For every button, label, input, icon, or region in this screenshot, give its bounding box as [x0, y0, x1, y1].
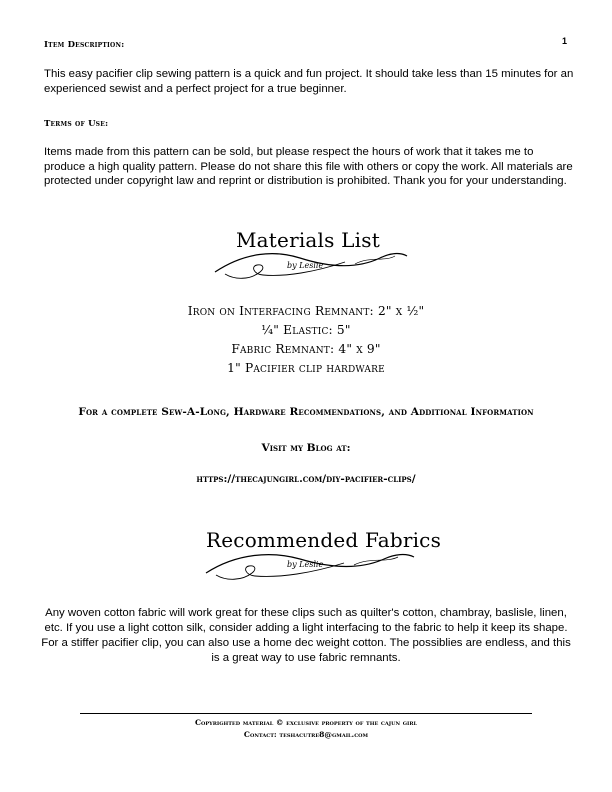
footer — [0, 717, 612, 741]
footer-copyright: Copyrighted material © exclusive property of the cajun girl — [194, 718, 417, 727]
material-item-interfacing: Iron on Interfacing Remnant: 2" x ½" — [187, 304, 425, 318]
sew-along-info: For a complete Sew-A-Long, Hardware Recommendations, and Additional Information — [78, 406, 534, 418]
materials-list — [0, 302, 612, 378]
footer-divider — [80, 713, 532, 714]
material-item-elastic: ¼" Elastic: 5" — [261, 323, 351, 337]
terms-of-use-heading: Terms of Use: — [44, 119, 109, 129]
recommended-fabrics-banner — [0, 527, 612, 597]
blog-prompt: Visit my Blog at: — [261, 442, 351, 454]
materials-list-title: Materials List — [236, 228, 380, 252]
material-item-hardware: 1" Pacifier clip hardware — [227, 361, 385, 375]
materials-list-banner — [0, 226, 612, 296]
terms-of-use-body: Items made from this pattern can be sold, but please respect the hours of work that it takes me to produce a high quality pattern. Please do not share this file with others or copy the work. All materials are protected under copyright law and reprint or distribution is prohibited. Thank you for your understanding. — [44, 146, 573, 187]
item-description-heading: Item Description: — [44, 40, 125, 50]
item-description-body: This easy pacifier clip sewing pattern is a quick and fun project. It should take less than 15 minutes for an experienced sewist and a perfect project for a true beginner. — [44, 68, 574, 95]
footer-contact: Contact: teshacutre8@gmail.com — [243, 730, 369, 739]
materials-signature: by Leslie — [287, 261, 324, 270]
blog-url-link[interactable]: https://thecajungirl.com/diy-pacifier-clips/ — [196, 473, 416, 485]
recommended-fabrics-title: Recommended Fabrics — [206, 528, 442, 552]
page-number: 1 — [562, 36, 568, 46]
recommended-fabrics-body: Any woven cotton fabric will work great for these clips such as quilter's cotton, chambray, baslisle, linen, etc. If you use a light cotton silk, consider adding a light interfacing to the fabric to help it keep its shape. For a stiffer pacifier clip, you can also use a home dec weight cotton. The possiblies are endless, and this is a great way to use fabric remnants. — [41, 607, 571, 664]
fabrics-signature: by Leslie — [287, 560, 324, 569]
material-item-fabric: Fabric Remnant: 4" x 9" — [231, 342, 381, 356]
